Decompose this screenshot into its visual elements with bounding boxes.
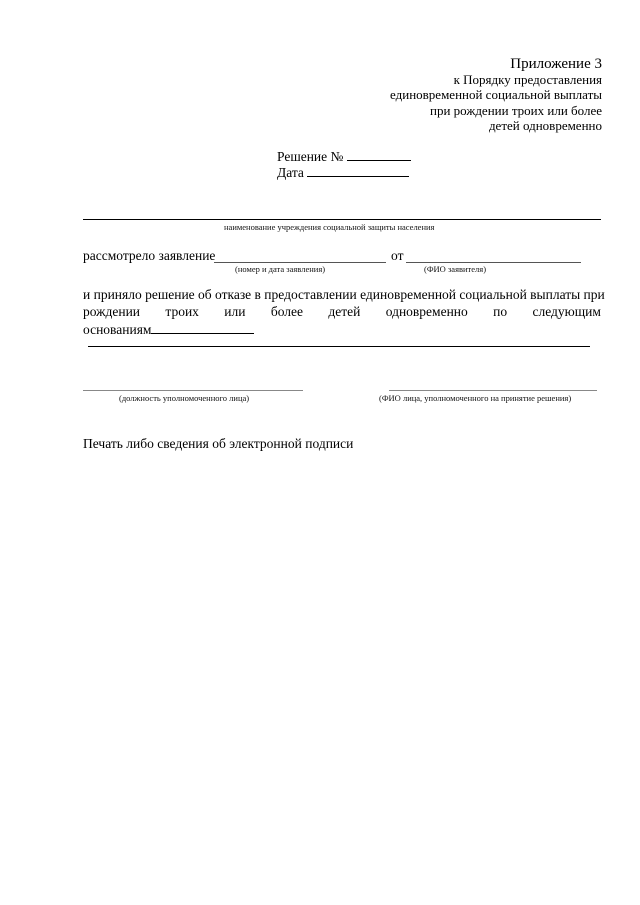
seal-note: Печать либо сведения об электронной подписи: [83, 436, 354, 451]
decision-date-label: Дата: [277, 165, 304, 180]
decision-date-row: [277, 163, 409, 181]
refusal-text-line-3: [83, 320, 254, 338]
appendix-title: Приложение 3: [510, 56, 602, 72]
applicant-name-field[interactable]: [406, 262, 581, 263]
institution-name-field[interactable]: [83, 219, 601, 220]
header-line: детей одновременно: [488, 118, 602, 133]
decision-number-label: Решение №: [277, 149, 344, 164]
header-line: к Порядку предоставления: [453, 72, 602, 87]
decision-number-field[interactable]: [347, 147, 411, 161]
refusal-word: более: [270, 304, 304, 319]
from-label: от: [391, 248, 404, 263]
position-caption: (должность уполномоченного лица): [119, 393, 250, 403]
signer-name-caption: (ФИО лица, уполномоченного на принятие решения): [379, 393, 572, 403]
decision-date-field[interactable]: [307, 163, 409, 177]
header-line: единовременной социальной выплаты: [390, 87, 602, 102]
grounds-continuation-field[interactable]: [88, 346, 590, 347]
refusal-word: следующим: [532, 304, 601, 319]
grounds-label: основаниям: [83, 322, 152, 337]
applicant-caption: (ФИО заявителя): [424, 264, 487, 274]
refusal-word: детей: [328, 304, 361, 319]
header-line: при рождении троих или более: [430, 103, 602, 118]
application-caption: (номер и дата заявления): [235, 264, 326, 274]
application-number-date-field[interactable]: [214, 262, 386, 263]
refusal-word: троих: [165, 304, 199, 319]
position-field[interactable]: [83, 390, 303, 391]
grounds-field[interactable]: [151, 320, 254, 334]
refusal-text-line-1: и приняло решение об отказе в предоставлении единовременной социальной выплаты при: [83, 287, 605, 302]
institution-caption: наименование учреждения социальной защиты населения: [224, 222, 435, 232]
reviewed-label: рассмотрело заявление: [83, 248, 216, 263]
signer-name-field[interactable]: [389, 390, 597, 391]
refusal-word: по: [493, 304, 508, 319]
refusal-word: рождении: [83, 304, 141, 319]
refusal-word: или: [224, 304, 246, 319]
refusal-text-line-2: [83, 303, 601, 320]
refusal-word: одновременно: [385, 304, 468, 319]
